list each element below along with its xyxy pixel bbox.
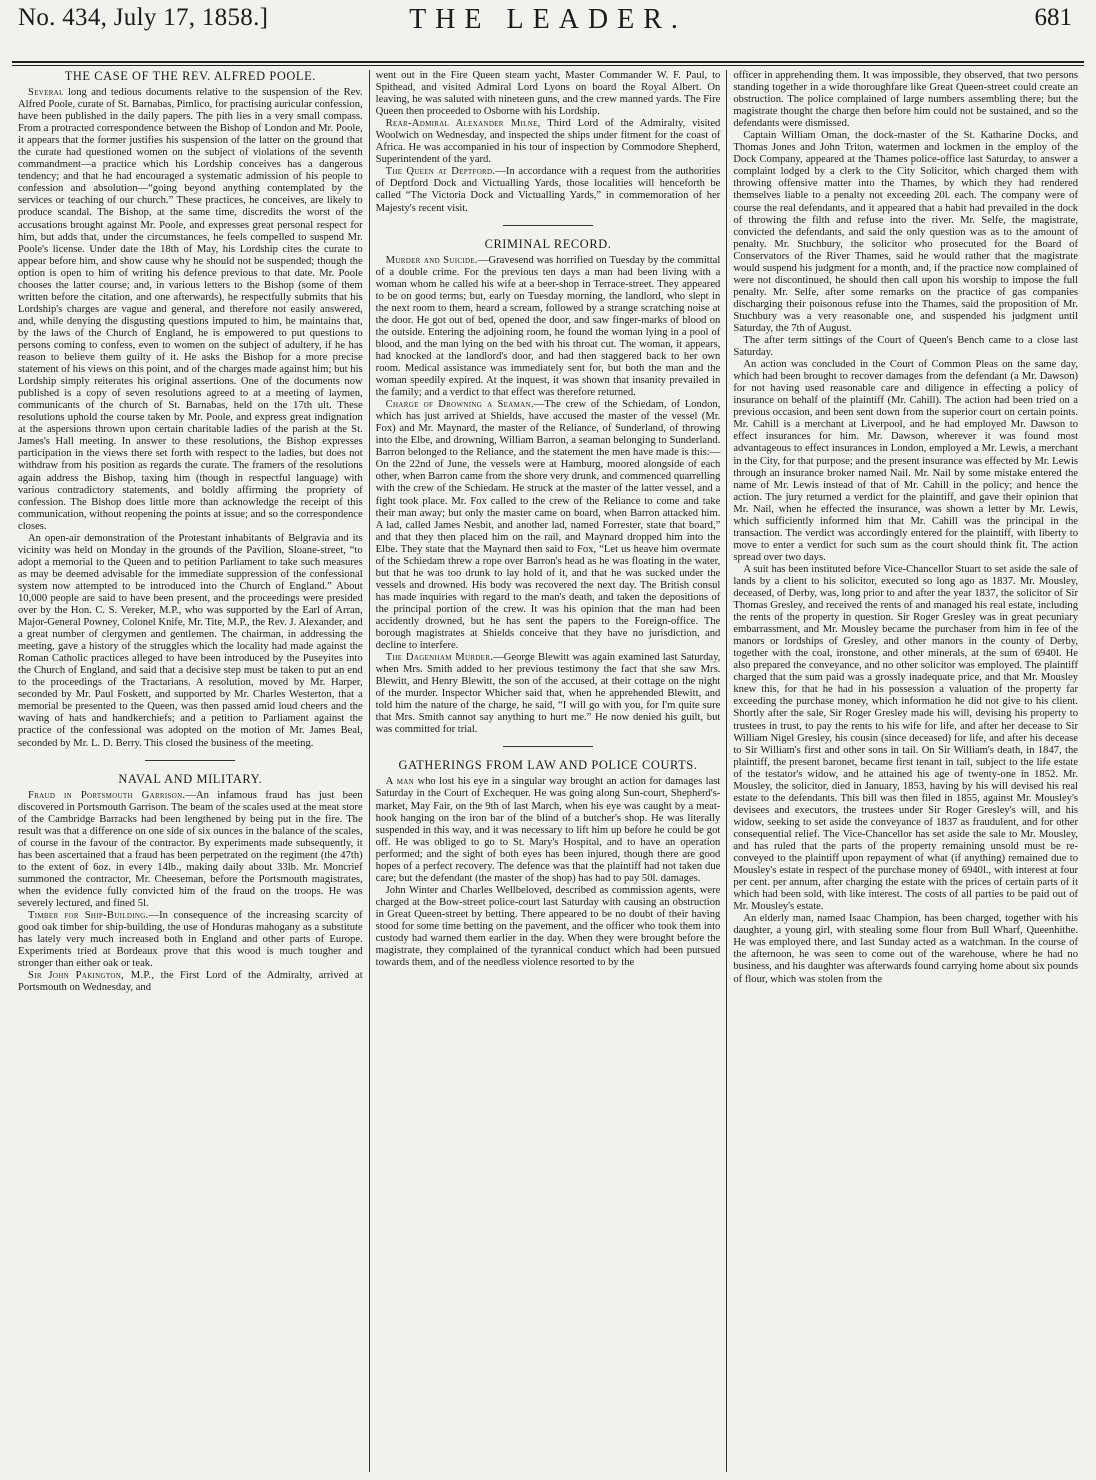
paragraph-lead: A man	[385, 776, 415, 788]
article-paragraph	[733, 359, 1078, 564]
newspaper-title: THE LEADER.	[409, 4, 687, 35]
column-3	[726, 70, 1084, 1472]
article-paragraph	[18, 790, 363, 910]
article-paragraph	[376, 399, 721, 652]
article-paragraph	[733, 564, 1078, 913]
paragraph-lead: Sir John Pakington, M.P.,	[28, 970, 155, 982]
section-divider	[503, 225, 593, 226]
article-paragraph	[18, 87, 363, 533]
article-columns	[12, 70, 1084, 1472]
column-2	[369, 70, 727, 1472]
article-paragraph	[376, 885, 721, 969]
article-paragraph	[733, 913, 1078, 985]
section-heading: NAVAL AND MILITARY.	[118, 771, 263, 786]
issue-date: No. 434, July 17, 1858.]	[18, 4, 269, 31]
paragraph-text: Third Lord of the Admiralty, visited Woolwich on Wednesday, and inspected the ships under fitment for the coast of Africa. He was accompanied in his tour of inspection by Commodore Shepherd, Superintendent of the yard.	[375, 118, 721, 166]
article-paragraph	[18, 910, 363, 970]
paragraph-lead: Charge of Drowning a Seaman.	[385, 399, 534, 411]
article-paragraph	[18, 970, 363, 994]
paragraph-text: —In accordance with a request from the authorities of Deptford Dock and Victualling Yards, those localities will henceforth be called “The Victoria Dock and Victualling Yards,” in commemoration of her Majesty's recent visit.	[375, 166, 721, 214]
article-paragraph	[376, 652, 721, 736]
paragraph-text: —The crew of the Schiedam, of London, which has just arrived at Shields, have accused the master of the vessel (Mr. Fox) and Mr. Maynard, the master of the Reliance, of Sunderland, of throwing into the Elbe, and drowning, William Barron, a seaman belonging to Sunderland. Barron belonged to the Reliance, and the statement the men have made is this:—On the 22nd of June, the vessels were at Hamburg, moored alongside of each other, when Barron came from the shore very drunk, and commenced quarrelling with the crew of the Schiedam. He struck at the master of the latter vessel, and a fight took place. Mr. Fox called to the crew of the Reliance to come and take their man away; but only the master came on board, when Barron attacked him. A lad, called James Nesbit, and another lad, named Forrester, state that board,” and that they then placed him on the rail, and Maynard dropped him into the Elbe. They state that the Maynard then said to Fox, “Let us heave him overmate of the Schiedam threw a rope over Barron's head as he was floating in the water, but that he was too drunk to lay hold of it, and that he was sucked under the vessels and drowned. His body was recovered the next day. The British consul has made inquiries with regard to the man's death, and taken the depositions of the principal portion of the crew. It was his opinion that the man had been accidently drowned, but he has sent the papers to the Foreign-office. The borough magistrates at Shields conceive that they have no jurisdiction, and decline to interfere.	[375, 399, 721, 652]
section-heading: GATHERINGS FROM LAW AND POLICE COURTS.	[398, 758, 698, 773]
article-paragraph	[733, 130, 1078, 335]
paragraph-text: officer in apprehending them. It was impossible, they observed, that two persons standing together in a wide thoroughfare like Great Queen-street could create an obstruction. The police complained of large numbers assembling there; but the magistrate thought the charge then before him could not be sustained, and so the defendants were dismissed.	[733, 70, 1079, 130]
masthead	[12, 0, 1084, 40]
paragraph-text: —Gravesend was horrified on Tuesday by the committal of a double crime. For the previous ten days a man had been living with a woman whom he called his wife at a beer-shop in Terrace-street. They appeared to be on good terms; but, early on Tuesday morning, the landlord, who slept in the next room to them, heard a scream, followed by a strange scratching noise at the door. He got out of bed, opened the door, and saw finger-marks of blood on the outside. Entering the adjoining room, he found the woman lying in a pool of blood, and the man lying on the bed with his throat cut. The woman, it appears, had knocked at the landlord's door, and had then staggered back to her own room. Medical assistance was immediately sent for, but both the man and the woman speedily expired. At the inquest, it was shown that insanity prevailed in the family; and a verdict to that effect was therefore returned.	[375, 254, 721, 399]
paragraph-text: An action was concluded in the Court of Common Pleas on the same day, which had been brought to recover damages from the defendant (a Mr. Dawson) for not having used reasonable care and diligence in effecting a policy of insurance on behalf of the plaintiff (Mr. Cahill). The action had been tried on a previous occasion, and been sent down from the superior court on certain points. Mr. Cahill is a merchant at Liverpool, and he had employed Mr. Dawson to effect insurances for him. Mr. Dawson, wherever it was found most advantageous to effect insurances in London, employed a Mr. Lewis, a merchant in the City, for that purpose; and the present insurance was effected by Mr. Lewis through an insurance broker named Nail. Mr. Nail by some mistake entered the name of Mr. Lewis instead of that of Mr. Cahill in the policy; and hence the action. The jury returned a verdict for the plaintiff, and gave their opinion that Mr. Nail, when he effected the insurance, was shown a letter by Mr. Lewis, which sufficiently informed him that Mr. Cahill was the principal in the transaction. The verdict was accordingly entered for the plaintiff, with liberty to move to enter a verdict for such sum as the court should think fit. The action spread over two days.	[733, 359, 1079, 563]
article-paragraph	[376, 70, 721, 118]
paragraph-text: John Winter and Charles Wellbeloved, described as commission agents, were charged at the Bow-street police-court last Saturday with causing an obstruction in Great Queen-street by betting. There appeared to be no doubt of their having stood for some time betting on the pavement, and the officer who took them into custody had warned them earlier in the day. When they were brought before the magistrate, they complained of the tyrannical conduct which had been pursued towards them, and of the needless violence resorted to by the	[375, 884, 721, 969]
paragraph-text: went out in the Fire Queen steam yacht, Master Commander W. F. Paul, to Spithead, and visited Admiral Lord Lyons on board the Royal Albert. On leaving, he was saluted with nineteen guns, and the crew manned yards. The Fire Queen then proceeded to Osborne with his Lordship.	[375, 70, 721, 118]
paragraph-lead: Fraud in Portsmouth Garrison.	[28, 789, 186, 801]
article-paragraph	[733, 335, 1078, 359]
paragraph-lead: The Queen at Deptford.	[385, 166, 496, 178]
paragraph-text: The after term sittings of the Court of Queen's Bench came to a close last Saturday.	[733, 335, 1079, 359]
paragraph-lead: Murder and Suicide.	[385, 254, 478, 266]
article-paragraph	[733, 70, 1078, 130]
paragraph-text: long and tedious documents relative to the suspension of the Rev. Alfred Poole, curate of St. Barnabas, Pimlico, for practising auricular confession, have been published in the daily papers. The pith lies in a very small compass. From a protracted correspondence between the Bishop of London and Mr. Poole, it appears that the former justifies his suspension of the latter on the ground that the curate had questioned women on the subject of violations of the seventh commandment—a practice which his Lordship conceives has a dangerous tendency; and that he had encouraged a systematic admission of his people to confession and absolution—“going beyond anything contemplated by the services or teaching of our church.” These practices, he conceives, are likely to produce scandal. The Bishop, at the same time, discredits the worst of the accusations brought against Mr. Poole, and expresses great personal respect for him, but adds that, under the circumstances, he feels compelled to suspend Mr. Poole's license. Under date the 18th of May, his Lordship cites the curate to appear before him, and show cause why he should not be suspended; though the option is open to him of writing his defence previous to that date. Mr. Poole chooses the latter course; and, in various letters to the Bishop (some of them written before the citation, and one afterwards), he respectfully submits that his Lordship's charges are vague and general, and therefore not easily answered, and, while denying the disgusting questions imputed to him, he maintains that, by the laws of the Church of England, he is empowered to put questions to persons coming to confess, even to women on the subject of adultery, if he has reason to believe them guilty of it. He asks the Bishop for a more precise statement of his views on this point, and of the charges made against him; but his Lordship simply reiterates his original assertions. One of the documents now published is a copy of seven resolutions agreed to at a meeting of laymen, communicants of the church of St. Barnabas, held on the 17th ult. These resolutions uphold the course taken by Mr. Poole, and express great indignation at the aspersions thrown upon certain charitable ladies of the parish at the St. James's Hall meeting. In answer to these resolutions, the Bishop expresses participation in the views there set forth with respect to the ladies, but does not withdraw from his position as regards the curate. The framers of the resolutions again address the Bishop, taxing him (though in respectful language) with various contradictory statements, and boldly affirming the propriety of confession. The Bishop does little more than acknowledge the receipt of this communication, without reopening the points at issue; and so the correspondence closes.	[18, 87, 363, 532]
page-number: 681	[1034, 4, 1072, 31]
column-1	[12, 70, 369, 1472]
paragraph-lead: Several	[28, 87, 64, 98]
paragraph-lead: The Dagenham Murder.	[385, 652, 494, 664]
paragraph-lead: Timber for Ship-Building.	[28, 910, 149, 922]
article-paragraph	[18, 533, 363, 750]
paragraph-lead: Rear-Admiral Alexander Milne,	[385, 118, 541, 130]
article-paragraph	[376, 255, 721, 400]
paragraph-text: Captain William Oman, the dock-master of the St. Katharine Docks, and Thomas Jones and John Triton, watermen and lockmen in the employ of the Dock Company, appeared at the Thames police-office last Saturday, to answer a complaint lodged by a clerk to the City Solicitor, which charged them with throwing offensive matter into the Thames, by which they had rendered themselves liable to a penalty not exceeding 20l. each. The company were of course the real defendants, and it appeared that a habit had prevailed in the dock of throwing the filth and refuse into the river. Mr. Selfe, the magistrate, convicted the defendants, and said the only question was as to the amount of penalty. Mr. Stuchbury, the solicitor who prosecuted for the Board of Conservators of the River Thames, said he would rather that the magistrate would suspend his judgment for a month, and, if the practice now complained of were not discontinued, he should then call upon his worship to impose the full penalty. Mr. Selfe, after some remarks on the practice of gas companies discharging their poisonous refuse into the Thames, said the proposition of Mr. Stuchbury was a very reasonable one, and suspended his judgment until Saturday, the 7th of August.	[733, 130, 1079, 334]
paragraph-text: A suit has been instituted before Vice-Chancellor Stuart to set aside the sale of lands by a client to his solicitor, executed so long ago as 1837. Mr. Mousley, deceased, of Derby, was, long prior to and after the year 1837, the solicitor of Sir Thomas Gresley, and received the rents of and managed his real estate, including the rents of the property in question. Sir Roger Gresley was in great pecuniary embarrassment, and Mr. Mousley became the purchaser from him in fee of the manors or lordships of Gresley, and other manors in the county of Derby, together with the coal, ironstone, and other minerals, at the sum of 6940l. He also prepared the conveyance, and no other solicitor was employed. The plaintiff charged that the sum paid was a grossly inadequate price, and that Mr. Mousley knew this, for that he had in his possession a valuation of the property far exceeding the purchase money, which information he did not give to his client. Shortly after the sale, Sir Roger Gresley made his will, devising his property to trustees in trust, to pay the rents to his wife for life, and after her decease to Sir William Nigel Gresley, his cousin (since deceased) for life, and after his decease to Sir William's first and other sons in tail. On Sir William's death, in 1847, the plaintiff, the present baronet, became first tenant in tail, subject to the life estate of the testator's widow, and he attained his age of twenty-one in 1852. Mr. Mousley, the solicitor, died in January, 1853, having by his will devised his real estate to the defendants. This bill was then filed in 1855, against Mr. Mousley's devisees and executors, the trustees under Sir Roger Gresley's will, and his widow, seeking to set aside the conveyance of 1837 as fraudulent, and for other consequential relief. The Vice-Chancellor has set aside the sale to Mr. Mousley, and has ruled that the parts of the property remaining unsold must be re-conveyed to the plaintiff upon repayment of what (if anything) remained due to Mousley's estate in respect of the purchase money of 6940l., with interest at four per cent. per annum, after charging the estate with the prices of certain parts of it which had been sold, with like interest. The costs of all parties to be paid out of Mr. Mousley's estate.	[733, 563, 1079, 913]
article-paragraph	[376, 118, 721, 166]
paragraph-text: the First Lord of the Admiralty, arrived at Portsmouth on Wednesday, and	[18, 970, 363, 994]
paragraph-text: An elderly man, named Isaac Champion, has been charged, together with his daughter, a young girl, with stealing some flour from Bull Wharf, Queenhithe. He was employed there, and last Sunday acted as a watchman. In the course of the afternoon, he was seen to come out of the warehouse, where he had no business, and his daughter was afterwards found carrying home about six pounds of flour, which was stolen from the	[733, 913, 1079, 985]
header-rule	[12, 61, 1084, 63]
section-divider	[503, 746, 593, 747]
article-paragraph	[376, 166, 721, 214]
paragraph-text: An open-air demonstration of the Protestant inhabitants of Belgravia and its vicinity was held on Monday in the grounds of the Pavilion, Sloane-street, “to adopt a memorial to the Queen and to petition Parliament to take such measures as may be deemed advisable for the immediate suppression of the confessional system now attempted to be introduced into the Church of England.” About 10,000 people are said to have been present, and the proceedings were presided over by the Hon. C. S. Vereker, M.P., who was supported by the Earl of Arran, Major-General Powney, Colonel Knife, Mr. Tite, M.P., the Rev. J. Alexander, and a great number of clergymen and gentlemen. The chairman, in addressing the meeting, gave a history of the struggles which the locality had made against the Roman Catholic practices alleged to have been introduced by the Puseyites into the Church of England, and said that a decisive step must be taken to put an end to the proceedings of the Tractarians. A resolution, moved by Mr. Harper, seconded by Mr. Paul Foskett, and supported by Mr. Charles Westerton, that a memorial be presented to the Queen, was then passed amid loud cheers and the waving of hats and handkerchiefs; and a petition to Parliament against the practice of the confessional was adopted on the motion of Mr. James Beal, seconded by Mr. L. D. Berry. This closed the business of the meeting.	[18, 532, 363, 749]
paragraph-text: who lost his eye in a singular way brought an action for damages last Saturday in the Court of Exchequer. He was going along Sun-court, Shepherd's-market, May Fair, on the 9th of last March, when his eye was caught by a meat-hook hanging on the iron bar of the blind of a butcher's shop. He was literally suspended in this way, and it was necessary to lift him up before he could be got off. He was obliged to go to St. Mary's Hospital, and to have an operation performed; and the sight of both eyes has been injured, though there are good hopes of a perfect recovery. The defence was that the plaintiff had not taken due care; but the defendant (the master of the shop) has had to pay 50l. damages.	[375, 776, 721, 884]
paragraph-text: —In consequence of the increasing scarcity of good oak timber for ship-building, the use of Honduras mahogany as a substitute has lately very much increased both in England and other parts of Europe. Experiments tried at Bordeaux prove that this wood is much tougher and stronger than either oak or teak.	[18, 910, 363, 970]
section-divider	[145, 760, 235, 761]
paragraph-text: —George Blewitt was again examined last Saturday, when Mrs. Smith added to her previous testimony the fact that she saw Mrs. Blewitt, and Henry Blewitt, the son of the accused, at their cottage on the night of the murder. Inspector Whicher said that, when he apprehended Blewitt, and told him the nature of the charge, he said, “I will go with you, for I'm quite sure that Mrs. Smith cannot say anything to hurt me.” He now denied his guilt, but was committed for trial.	[375, 652, 721, 736]
section-heading: CRIMINAL RECORD.	[484, 236, 612, 251]
section-heading: THE CASE OF THE REV. ALFRED POOLE.	[64, 70, 316, 83]
paragraph-text: —An infamous fraud has just been discovered in Portsmouth Garrison. The beam of the scales used at the meat store of the Cambridge Barracks had been lengthened by being put in the fire. The result was that a difference on one side of six ounces in the balance of the scales, of course in the favour of the contractor. By experiments made subsequently, it has been ascertained that a fraud has been perpetrated on the regiment (the 47th) to the extent of 6oz. in every 14lb., making daily about 33lb. Mr. Moncrief summoned the contractor, Mr. Cheeseman, before the Portsmouth magistrates, when the evidence fully convicted him of the fraud on the troops. He was severely lectured, and fined 5l.	[18, 789, 363, 909]
header-rule-thin	[12, 65, 1084, 66]
article-paragraph	[376, 776, 721, 884]
